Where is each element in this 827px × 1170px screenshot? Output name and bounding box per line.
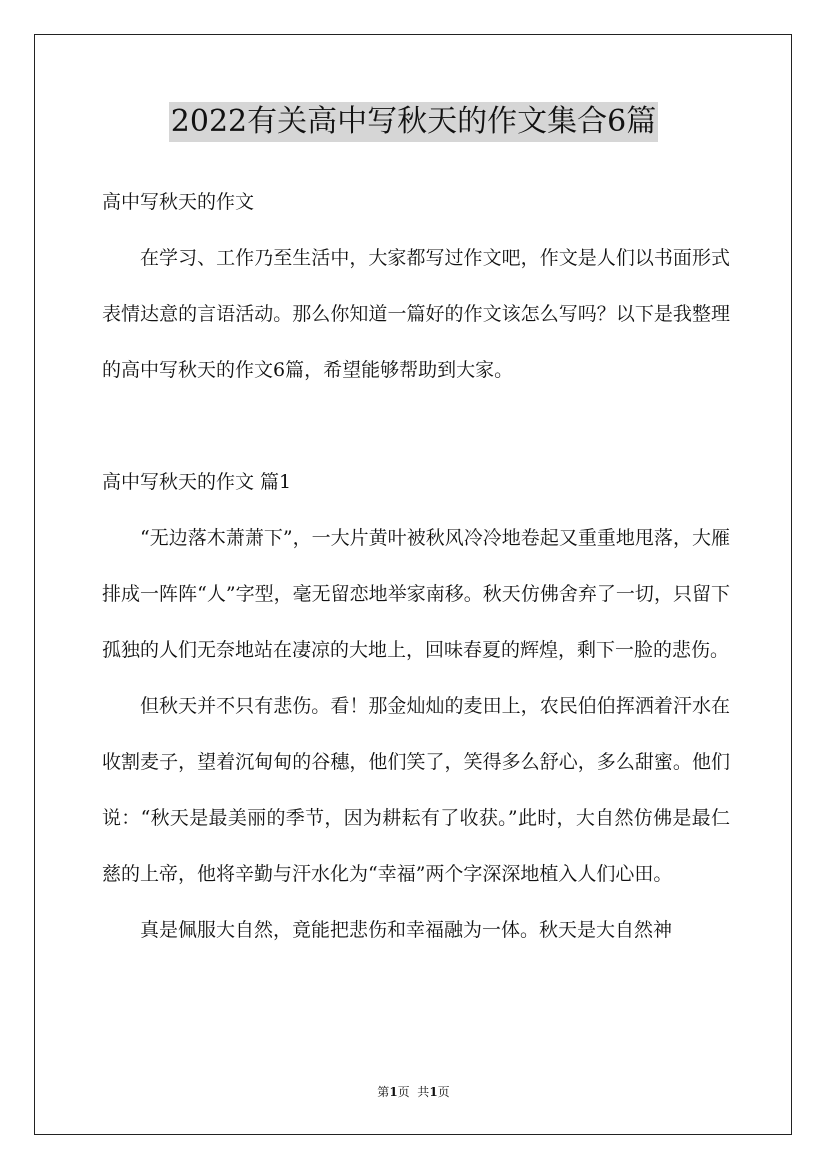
intro-heading: 高中写秋天的作文	[102, 191, 255, 213]
footer-current-page: 1	[389, 1085, 398, 1099]
section1-paragraph-1: “无边落木萧萧下”，一大片黄叶被秋风冷冷地卷起又重重地甩落，大雁排成一阵阵“人”字型，毫无留恋地举家南移。秋天仿佛舍弃了一切，只留下孤独的人们无奈地站在凄凉的大地上，回味春夏的辉煌，剩下一脸的悲伤。	[102, 527, 730, 661]
section1-paragraph-3: 真是佩服大自然，竟能把悲伤和幸福融为一体。秋天是大自然神	[140, 919, 673, 941]
footer-prefix: 第	[377, 1085, 390, 1099]
document-title: 2022有关高中写秋天的作文集合6篇	[169, 102, 658, 142]
section1-heading: 高中写秋天的作文 篇1	[102, 471, 292, 493]
title-container	[0, 102, 827, 142]
footer-total-pages: 1	[429, 1085, 438, 1099]
section1-paragraph-2: 但秋天并不只有悲伤。看！那金灿灿的麦田上，农民伯伯挥洒着汗水在收割麦子，望着沉甸甸的谷穗，他们笑了，笑得多么舒心，多么甜蜜。他们说：“秋天是最美丽的季节，因为耕耘有了收获。”此时，大自然仿佛是最仁慈的上帝，他将辛勤与汗水化为“幸福”两个字深深地植入人们心田。	[102, 695, 730, 885]
document-body	[102, 174, 730, 958]
page-footer	[0, 1084, 827, 1100]
footer-suffix: 页	[437, 1085, 450, 1099]
section-spacer	[102, 398, 730, 454]
intro-paragraph: 在学习、工作乃至生活中，大家都写过作文吧，作文是人们以书面形式表情达意的言语活动。那么你知道一篇好的作文该怎么写吗？以下是我整理的高中写秋天的作文6篇，希望能够帮助到大家。	[102, 247, 730, 381]
footer-mid: 页 共	[397, 1085, 430, 1099]
